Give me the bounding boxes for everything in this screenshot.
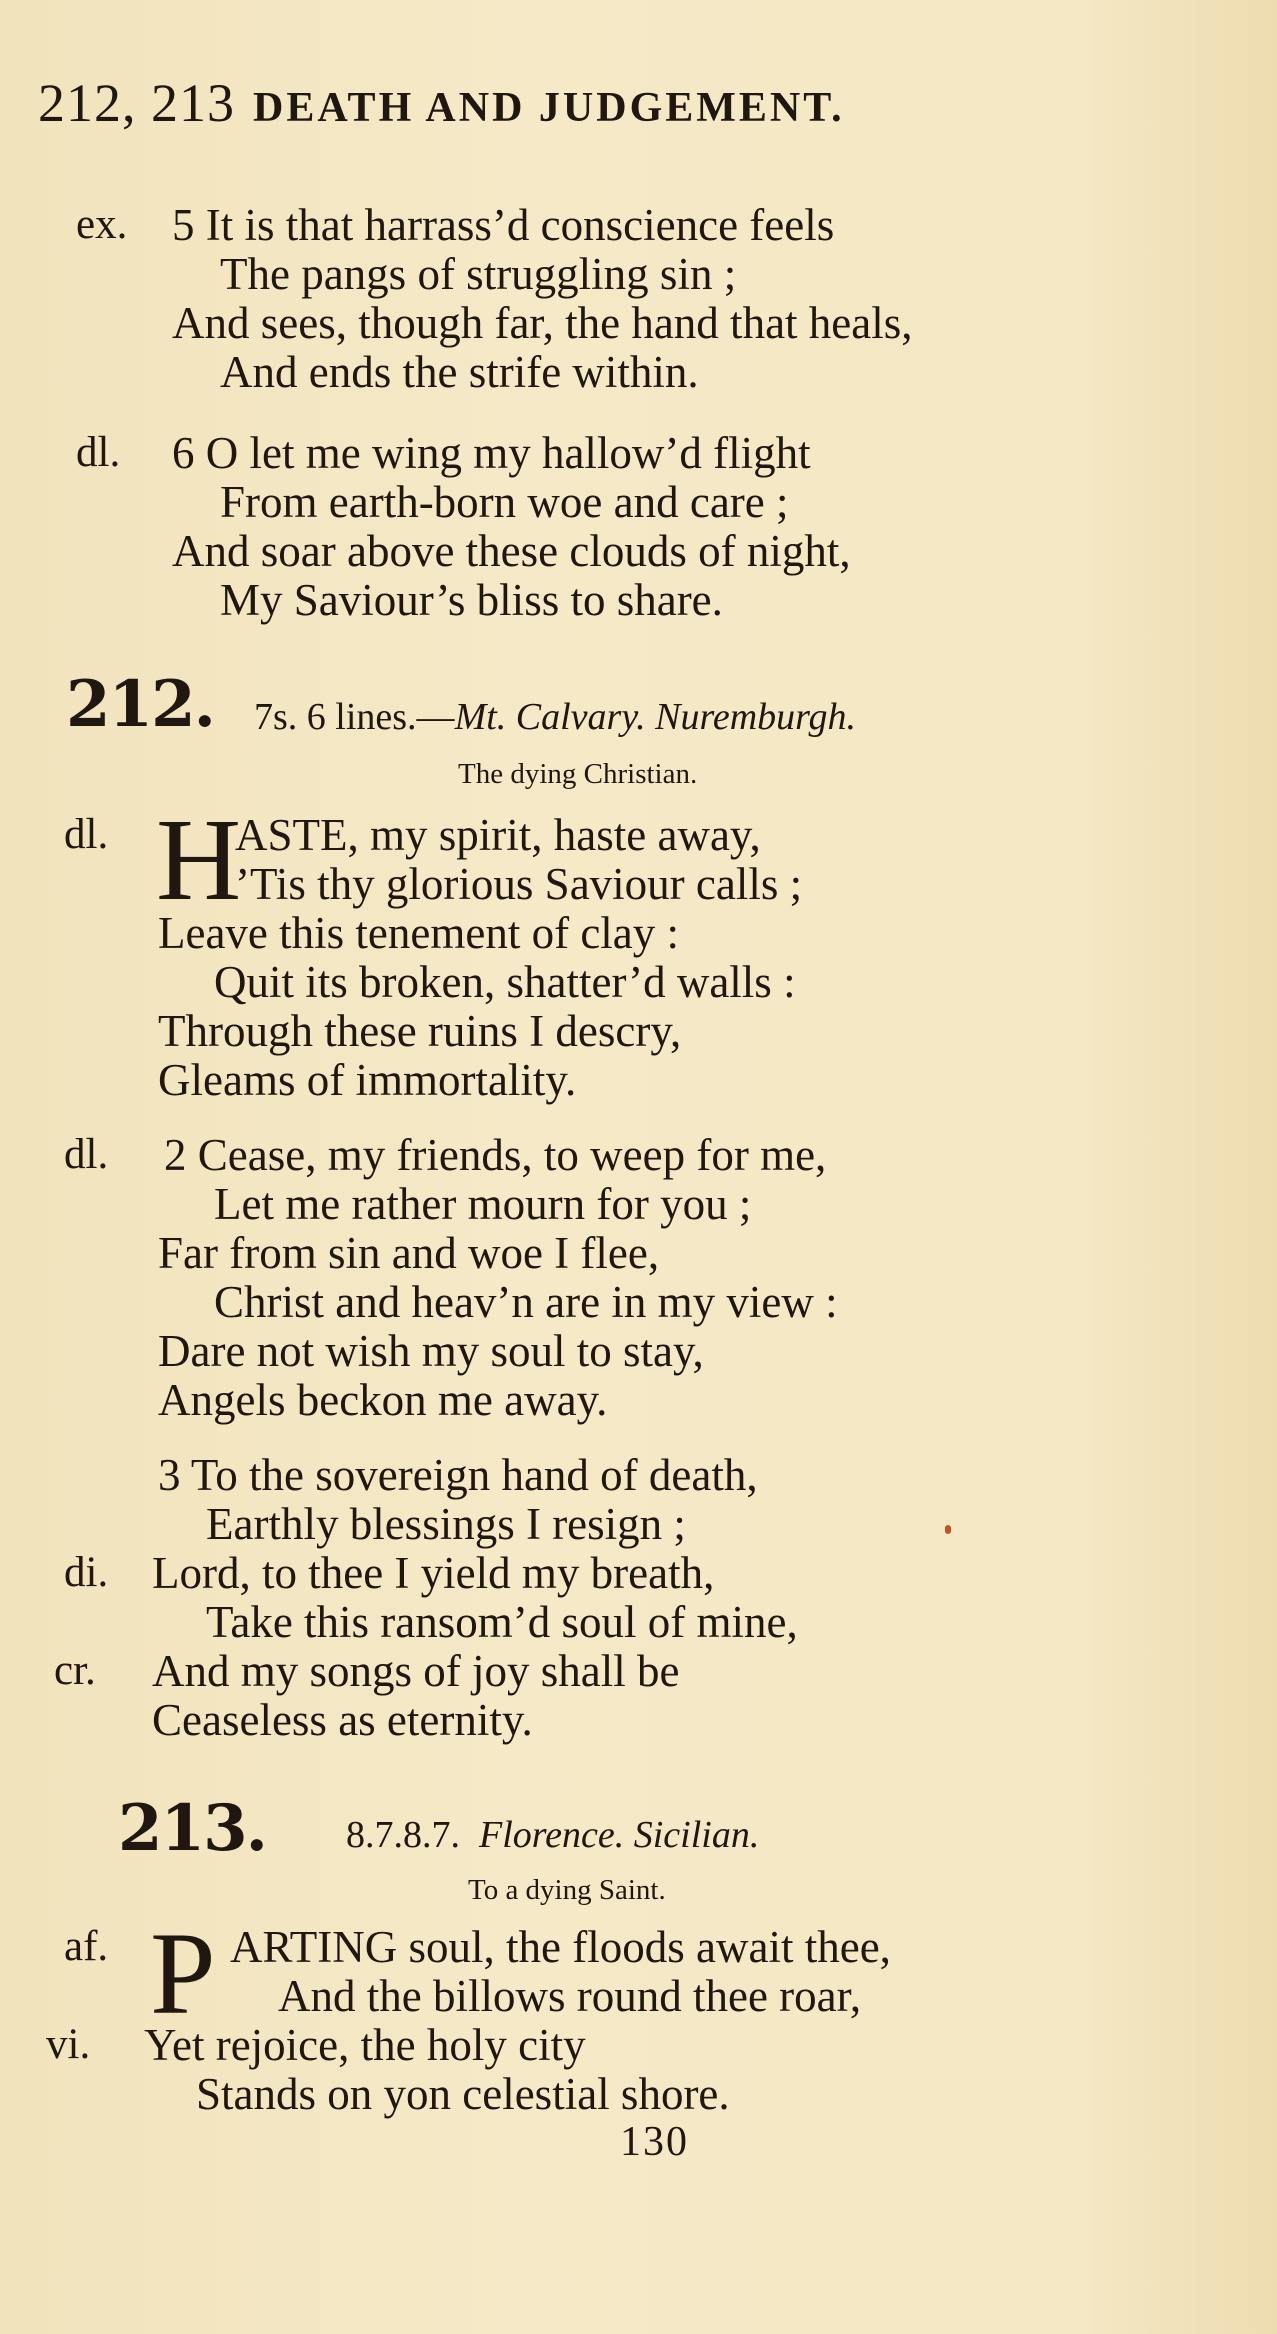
verse-line: Stands on yon celestial shore. xyxy=(196,2069,730,2119)
verse-line: Through these ruins I descry, xyxy=(158,1006,682,1056)
verse-line: From earth-born woe and care ; xyxy=(220,477,789,527)
verse-line: My Saviour’s bliss to share. xyxy=(220,575,723,625)
ink-speck xyxy=(945,1525,951,1534)
expression-mark: dl. xyxy=(64,1131,109,1178)
verse-line: Yet rejoice, the holy city xyxy=(144,2020,586,2070)
verse-line: ARTING soul, the floods await thee, xyxy=(230,1922,891,1972)
verse-line: And ends the strife within. xyxy=(220,347,699,397)
verse-line: Ceaseless as eternity. xyxy=(152,1695,533,1745)
verse-line: Angels beckon me away. xyxy=(158,1375,608,1425)
hymn-number: 213. xyxy=(118,1791,266,1866)
expression-mark: dl. xyxy=(76,429,121,476)
verse-line: Dare not wish my soul to stay, xyxy=(158,1326,704,1376)
verse-line: Earthly blessings I resign ; xyxy=(206,1499,686,1549)
verse-line: And my songs of joy shall be xyxy=(152,1646,680,1696)
hymn-subtitle: The dying Christian. xyxy=(458,758,698,790)
verse-line: Far from sin and woe I flee, xyxy=(158,1228,660,1278)
verse-line: 3 To the sovereign hand of death, xyxy=(158,1450,758,1500)
page-numbers: 212, 213 xyxy=(38,73,235,133)
hymn-meter xyxy=(346,1810,759,1860)
verse-line: And sees, though far, the hand that heals, xyxy=(172,298,913,348)
expression-mark: af. xyxy=(64,1923,109,1970)
hymn-meter xyxy=(254,692,856,742)
verse-line: Quit its broken, shatter’d walls : xyxy=(214,957,796,1007)
verse-line: Christ and heav’n are in my view : xyxy=(214,1277,838,1327)
verse-line: 5 It is that harrass’d conscience feels xyxy=(172,200,835,250)
page-folio: 130 xyxy=(620,2119,689,2165)
meter-text: 7s. 6 lines.— xyxy=(254,696,455,738)
tune-names: Mt. Calvary. Nuremburgh. xyxy=(454,696,857,738)
verse-line: Take this ransom’d soul of mine, xyxy=(206,1597,798,1647)
expression-mark: cr. xyxy=(54,1647,96,1694)
drop-cap: P xyxy=(150,1908,216,2039)
expression-mark: di. xyxy=(64,1549,109,1596)
drop-cap: H xyxy=(156,794,242,925)
verse-line: 2 Cease, my friends, to weep for me, xyxy=(164,1130,827,1180)
meter-text: 8.7.8.7. xyxy=(346,1814,460,1856)
tune-names: Florence. Sicilian. xyxy=(479,1814,760,1856)
expression-mark: dl. xyxy=(64,811,109,858)
verse-line: ASTE, my spirit, haste away, xyxy=(235,810,761,860)
verse-line: And the billows round thee roar, xyxy=(278,1971,862,2021)
hymn-number: 212. xyxy=(66,667,214,742)
verse-line: ’Tis thy glorious Saviour calls ; xyxy=(235,859,803,909)
expression-mark: vi. xyxy=(46,2021,91,2068)
verse-line: Lord, to thee I yield my breath, xyxy=(152,1548,715,1598)
verse-line: Leave this tenement of clay : xyxy=(158,908,680,958)
section-title: DEATH AND JUDGEMENT. xyxy=(253,85,845,131)
running-head xyxy=(38,72,845,134)
hymn-subtitle: To a dying Saint. xyxy=(468,1874,666,1906)
verse-line: Gleams of immortality. xyxy=(158,1055,577,1105)
verse-line: Let me rather mourn for you ; xyxy=(214,1179,752,1229)
expression-mark: ex. xyxy=(76,201,128,248)
verse-line: And soar above these clouds of night, xyxy=(172,526,851,576)
verse-line: The pangs of struggling sin ; xyxy=(220,249,737,299)
verse-line: 6 O let me wing my hallow’d flight xyxy=(172,428,811,478)
